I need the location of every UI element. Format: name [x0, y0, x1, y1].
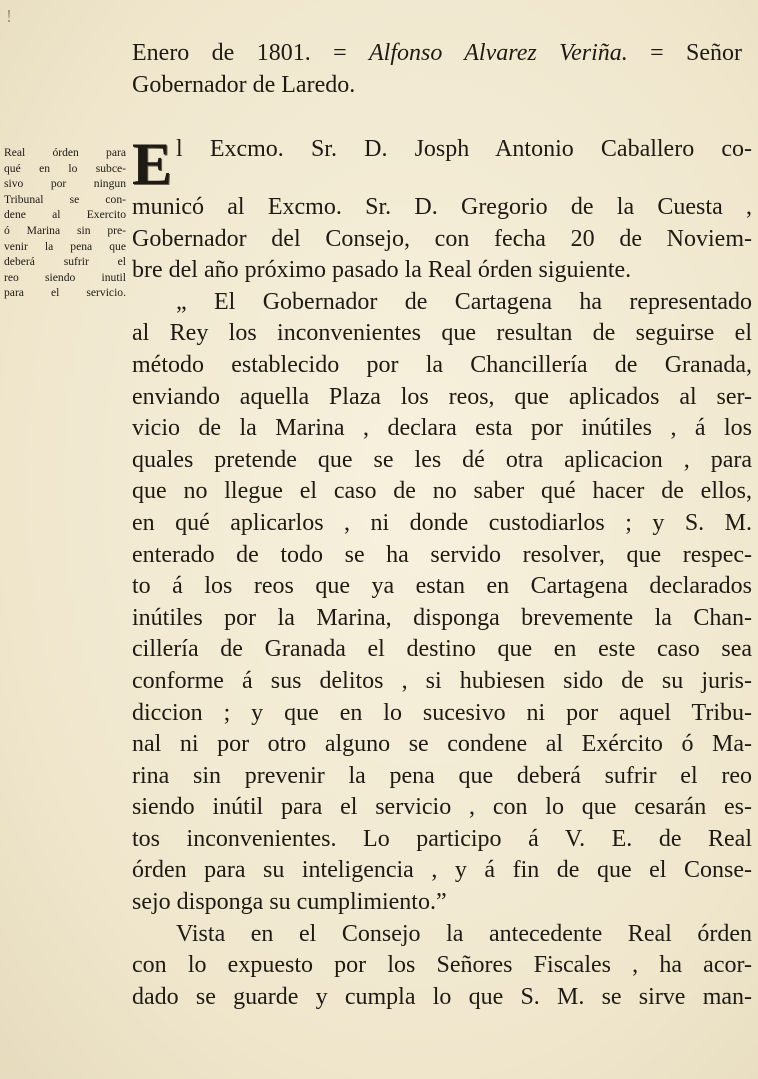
text-line: dado se guarde y cumpla lo que S. M. se sirve man- [132, 983, 752, 1010]
marginal-line: Real órden para [4, 146, 126, 159]
text-line: Vista en el Consejo la antecedente Real órden [176, 920, 752, 947]
marginal-line: para el servicio. [4, 286, 126, 300]
text-line: tos inconvenientes. Lo participo á V. E. de Real [132, 825, 752, 852]
text-line: conforme á sus delitos , si hubiesen sido de su juris- [132, 667, 752, 694]
text-line: diccion ; y que en lo sucesivo ni por aquel Tribu- [132, 699, 752, 726]
text-line: siendo inútil para el servicio , con lo que cesarán es- [132, 794, 752, 821]
marginal-line: ó Marina sin pre- [4, 223, 126, 237]
marginal-line: Tribunal se con- [4, 192, 126, 206]
page-header [132, 38, 742, 101]
marginal-line: reo siendo inutil [4, 270, 126, 284]
marginal-line: deberá sufrir el [4, 255, 126, 269]
text-line: inútiles por la Marina, disponga brevemente la Chan- [132, 604, 752, 631]
text-line: enviando aquella Plaza los reos, que aplicados al ser- [132, 383, 752, 410]
text-line: órden para su inteligencia , y á fin de que el Conse- [132, 857, 752, 884]
text-line: cillería de Granada el destino que en este caso sea [132, 636, 752, 663]
text-line: bre del año próximo pasado la Real órden siguiente. [132, 257, 632, 284]
body-text [132, 131, 752, 1013]
header-suffix: = Señor [650, 40, 743, 66]
text-line: con lo expuesto por los Señores Fiscales , ha acor- [132, 952, 752, 979]
text-line: sejo disponga su cumplimiento.” [132, 889, 447, 916]
marginal-note [4, 145, 126, 301]
header-line-2: Gobernador de Laredo. [132, 71, 356, 98]
text-line: rina sin prevenir la pena que deberá sufrir el reo [132, 762, 752, 789]
text-line: to á los reos que ya estan en Cartagena declarados [132, 573, 752, 600]
text-line: enterado de todo se ha servido resolver, que respec- [132, 541, 752, 568]
marginal-line: qué en lo subce- [4, 161, 126, 175]
marginal-line: dene al Exercito [4, 208, 126, 222]
marginal-line: venir la pena que [4, 239, 126, 253]
marginal-line: sivo por ningun [4, 177, 126, 191]
page-mark: ! [6, 6, 12, 26]
text-line: Gobernador del Consejo, con fecha 20 de Noviem- [132, 225, 752, 252]
text-line: vicio de la Marina , declara esta por inútiles , á los [132, 415, 752, 442]
header-signature: Alfonso Alvarez Veriña. [369, 40, 628, 66]
text-line: municó al Excmo. Sr. D. Gregorio de la Cuesta , [132, 194, 752, 220]
text-line: método establecido por la Chancillería de Granada, [132, 351, 752, 378]
text-line: en qué aplicarlos , ni donde custodiarlos ; y S. M. [132, 509, 752, 536]
first-paragraph [132, 131, 752, 197]
text-line: „ El Gobernador de Cartagena ha representado [176, 288, 752, 315]
text-line: quales pretende que se les dé otra aplicacion , para [132, 446, 752, 473]
text-line: que no llegue el caso de no saber qué hacer de ellos, [132, 478, 752, 505]
drop-cap-lines [176, 134, 752, 166]
header-date: Enero de 1801. = [132, 40, 347, 66]
header-line-1 [132, 38, 742, 70]
text-line: l Excmo. Sr. D. Josph Antonio Caballero co- [176, 136, 752, 162]
text-line: al Rey los inconvenientes que resultan de seguirse el [132, 320, 752, 347]
text-line: nal ni por otro alguno se condene al Exército ó Ma- [132, 731, 752, 758]
drop-cap: E [132, 131, 173, 197]
